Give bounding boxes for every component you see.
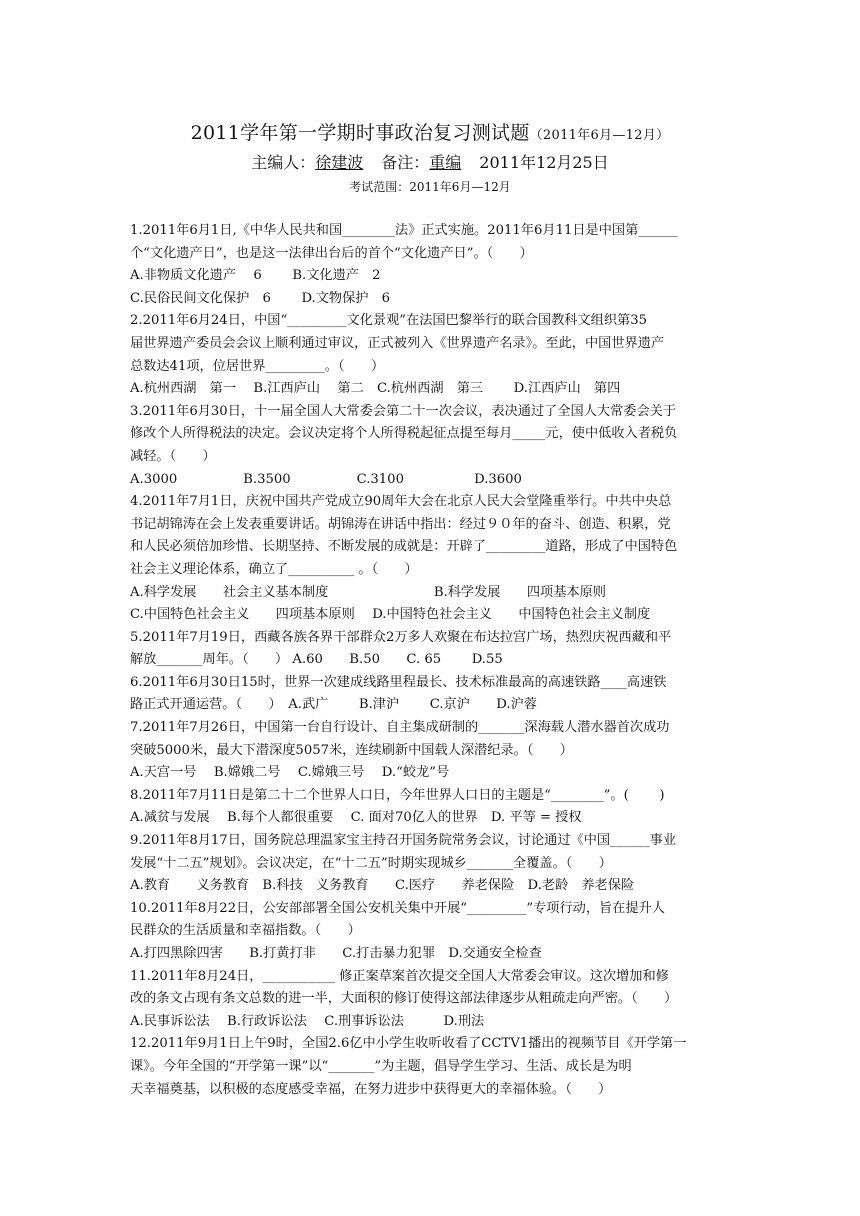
text-line: A.打四黑除四害 B.打黄打非 C.打击暴力犯罪 D.交通安全检查 bbox=[130, 946, 542, 961]
note-value: 重编 bbox=[429, 153, 462, 172]
text-line: 改的条文占现有条文总数的进一半，大面积的修订使得这部法律逐步从粗疏走向严密。（ ） bbox=[130, 991, 678, 1007]
text-line: 书记胡锦涛在会上发表重要讲话。胡锦涛在讲话中指出：经过９０年的奋斗、创造、积累，党 bbox=[130, 516, 671, 532]
text-line: 10.2011年8月22日，公安部部署全国公安机关集中开展“_________”专项行动，旨在提升人 bbox=[130, 900, 665, 916]
text-line: 4.2011年7月1日，庆祝中国共产党成立90周年大会在北京人民大会堂隆重举行。中共中央总 bbox=[130, 494, 672, 510]
editor-line bbox=[0, 150, 860, 173]
question-list bbox=[130, 220, 738, 1101]
text-line: 9.2011年8月17日，国务院总理温家宝主持召开国务院常务会议，讨论通过《中国______事业 bbox=[130, 833, 677, 849]
text-line: 3.2011年6月30日，十一届全国人大常委会第二十一次会议，表决通过了全国人大常委会关于 bbox=[130, 403, 677, 419]
text-line: 6.2011年6月30日15时，世界一次建成线路里程最长、技术标准最高的高速铁路____高速铁 bbox=[130, 674, 667, 690]
text-line: A.3000 B.3500 C.3100 D.3600 bbox=[130, 471, 522, 487]
text-line: 解放_______周年。（ ） A.60 B.50 C. 65 D.55 bbox=[130, 652, 503, 668]
text-line: C.民俗民间文化保护 6 D.文物保护 6 bbox=[130, 290, 391, 306]
text-line: 和人民必须倍加珍惜、长期坚持、不断发展的成就是：开辟了_________道路，形成了中国特色 bbox=[130, 539, 678, 555]
text-line: 1.2011年6月1日,《中华人民共和国________法》正式实施。2011年6月11日是中国第______ bbox=[130, 223, 678, 238]
text-line: 届世界遗产委员会会议上顺利通过审议，正式被列入《世界遗产名录》。至此，中国世界遗产 bbox=[130, 335, 665, 351]
text-line: 8.2011年7月11日是第二十二个世界人口日，今年世界人口日的主题是“________”。( ) bbox=[130, 787, 665, 803]
text-line: 天幸福奠基，以积极的态度感受幸福，在努力进步中获得更大的幸福体验。（ ） bbox=[130, 1081, 612, 1097]
text-line: 修改个人所得税法的决定。会议决定将个人所得税起征点提至每月_____元，使中低收入者税负 bbox=[130, 426, 678, 442]
text-line: 社会主义理论体系，确立了__________ 。（ ） bbox=[130, 561, 418, 577]
text-line: 个“文化遗产日”，也是这一法律出台后的首个“文化遗产日”。（ ） bbox=[130, 245, 533, 261]
edit-date: 2011年12月25日 bbox=[479, 153, 609, 172]
editor-name: 徐建波 bbox=[315, 153, 364, 172]
text-line: 12.2011年9月1日上午9时，全国2.6亿中小学生收听收看了CCTV1播出的视频节目《开学第一 bbox=[130, 1036, 687, 1052]
page-title bbox=[0, 118, 860, 145]
text-line: 7.2011年7月26日，中国第一台自行设计、自主集成研制的_______深海载人潜水器首次成功 bbox=[130, 720, 670, 736]
text-line: 5.2011年7月19日，西藏各族各界干部群众2万多人欢聚在布达拉宫广场，热烈庆祝西藏和平 bbox=[130, 629, 672, 645]
title-main: 2011学年第一学期时事政治复习测试题 bbox=[190, 122, 530, 144]
text-line: 11.2011年8月24日，___________ 修正案草案首次提交全国人大常委会审议。这次增加和修 bbox=[130, 968, 669, 984]
text-line: A.非物质文化遗产 6 B.文化遗产 2 bbox=[130, 268, 381, 284]
exam-scope: 考试范围：2011年6月—12月 bbox=[349, 180, 511, 194]
text-line: 2.2011年6月24日，中国“_________文化景观”在法国巴黎举行的联合国教科文组织第35 bbox=[130, 313, 647, 329]
text-line: A.教育 义务教育 B.科技 义务教育 C.医疗 养老保险 D.老龄 养老保险 bbox=[130, 878, 635, 894]
text-line: 减轻。（ ） bbox=[130, 448, 216, 464]
note-label: 备注： bbox=[381, 153, 430, 172]
text-line: 民群众的生活质量和幸福指数。（ ） bbox=[130, 923, 361, 939]
text-line: 突破5000米，最大下潜深度5057米，连续刷新中国载人深潜纪录。（ ） bbox=[130, 742, 573, 758]
text-line: 路正式开通运营。（ ） A.武广 B.津沪 C.京沪 D.沪蓉 bbox=[130, 697, 537, 713]
text-line: 发展“十二五”规划》。会议决定，在“十二五”时期实现城乡_______全覆盖。（ ） bbox=[130, 855, 612, 871]
text-line: A.科学发展 社会主义基本制度 B.科学发展 四项基本原则 bbox=[130, 584, 606, 600]
text-line: A.天宫一号 B.嫦娥二号 C.嫦娥三号 D.“蛟龙”号 bbox=[130, 765, 450, 781]
text-line: 课》。今年全国的“开学第一课”以“_______”为主题，倡导学生学习、生活、成长是为明 bbox=[130, 1058, 632, 1074]
text-line: A.杭州西湖 第一 B.江西庐山 第二 C.杭州西湖 第三 D.江西庐山 第四 bbox=[130, 381, 621, 397]
editor-label: 主编人： bbox=[251, 153, 316, 172]
text-line: A.减贫与发展 B.每个人都很重要 C. 面对70亿人的世界 D. 平等 = 授权 bbox=[130, 810, 582, 826]
text-line: A.民事诉讼法 B.行政诉讼法 C.刑事诉讼法 D.刑法 bbox=[130, 1013, 485, 1029]
text-line: C.中国特色社会主义 四项基本原则 D.中国特色社会主义 中国特色社会主义制度 bbox=[130, 607, 651, 623]
text-line: 总数达41项，位居世界_________。（ ） bbox=[130, 358, 385, 374]
title-date-range: （2011年6月—12月） bbox=[529, 128, 670, 143]
